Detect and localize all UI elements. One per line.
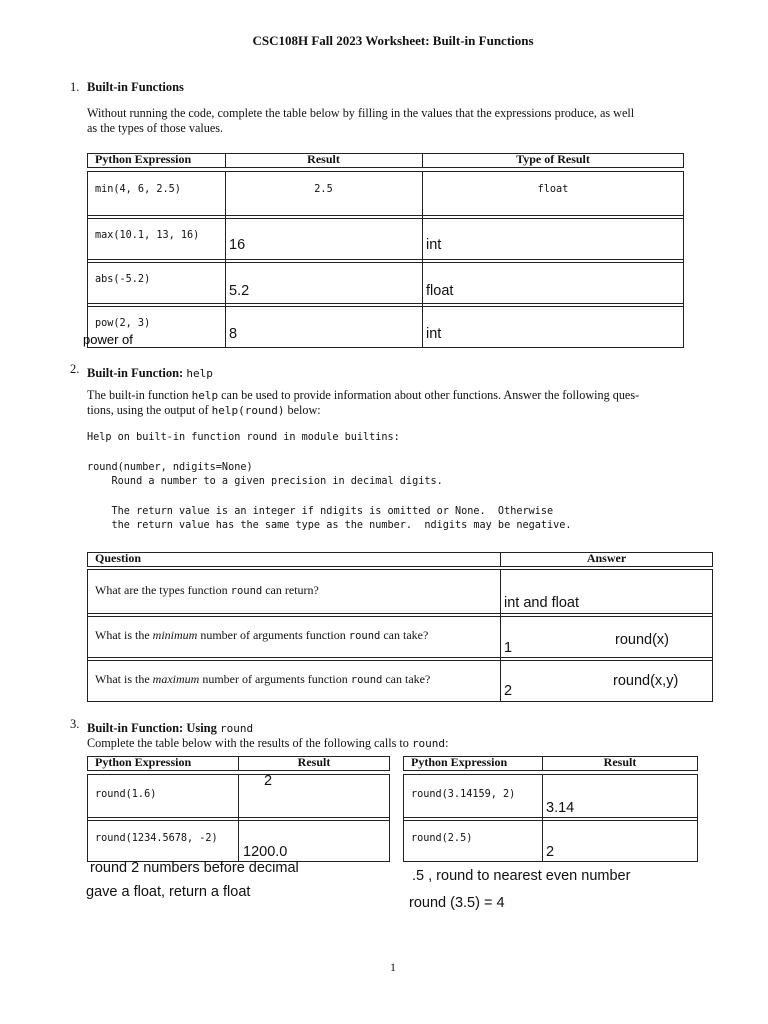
handwritten-note: round (3.5) = 4: [409, 895, 505, 911]
section-2-instructions-line1: The built-in function help can be used to provide information about other functions. Answer the following ques-: [87, 388, 640, 402]
section-1-instructions-line2: as the types of those values.: [87, 121, 224, 135]
handwritten-answer: 3.14: [546, 800, 575, 816]
table-3-header-expression: Python Expression: [95, 755, 192, 769]
table-3-header-result: Result: [297, 755, 331, 769]
table-3-header-result-right: Result: [603, 755, 637, 769]
section-1-instructions-line1: Without running the code, complete the table below by filling in the values that the expressions produce, as well: [87, 106, 635, 120]
handwritten-answer: 8: [229, 326, 238, 342]
help-output-line: The return value is an integer if ndigits is omitted or None. Otherwise: [87, 506, 554, 517]
handwritten-answer: 1200.0: [243, 844, 288, 860]
handwritten-note: gave a float, return a float: [86, 884, 251, 900]
handwritten-note: round(x): [615, 632, 669, 648]
question-maximum-args: What is the maximum number of arguments function round can take?: [95, 672, 431, 686]
table-row: abs(-5.2): [95, 274, 151, 285]
handwritten-answer: 2: [504, 683, 513, 699]
section-1-heading: Built-in Functions: [87, 80, 184, 94]
section-2-heading: Built-in Function: help: [87, 366, 213, 380]
question-return-types: What are the types function round can return?: [95, 583, 319, 597]
table-row: pow(2, 3): [95, 318, 151, 329]
table-row: round(3.14159, 2): [411, 789, 516, 800]
page-number: 1: [390, 960, 396, 974]
table-3-header-expression-right: Python Expression: [411, 755, 508, 769]
section-3-number: 3.: [70, 717, 80, 731]
table-row: round(1.6): [95, 789, 157, 800]
table-row: max(10.1, 13, 16): [95, 230, 200, 241]
help-output-line: round(number, ndigits=None): [87, 462, 253, 473]
table-1-type-cell: float: [537, 184, 569, 195]
section-2-number: 2.: [70, 362, 80, 376]
handwritten-answer: 2: [264, 773, 273, 789]
handwritten-answer: 2: [546, 844, 555, 860]
help-output-line: Help on built-in function round in module builtins:: [87, 432, 400, 443]
question-minimum-args: What is the minimum number of arguments function round can take?: [95, 628, 429, 642]
handwritten-answer: 16: [229, 237, 246, 253]
handwritten-answer: 1: [504, 640, 513, 656]
handwritten-answer: float: [426, 283, 454, 299]
page-title: CSC108H Fall 2023 Worksheet: Built-in Functions: [252, 33, 534, 48]
section-3-instructions: Complete the table below with the results of the following calls to round:: [87, 736, 449, 750]
table-1-header-expression: Python Expression: [95, 152, 192, 166]
table-row: min(4, 6, 2.5): [95, 184, 181, 195]
handwritten-answer: int and float: [504, 595, 579, 611]
handwritten-note: round 2 numbers before decimal: [90, 860, 299, 876]
handwritten-answer: 5.2: [229, 283, 250, 299]
table-1-header-result: Result: [307, 152, 340, 166]
table-1-result-cell: 2.5: [314, 184, 333, 195]
table-1-header-type: Type of Result: [516, 152, 590, 166]
handwritten-note: .5 , round to nearest even number: [412, 868, 631, 884]
handwritten-note: power of: [83, 332, 133, 347]
help-output-line: Round a number to a given precision in decimal digits.: [87, 476, 443, 487]
section-2-instructions-line2: tions, using the output of help(round) below:: [87, 403, 321, 417]
handwritten-answer: int: [426, 326, 442, 342]
table-row: round(2.5): [411, 833, 473, 844]
section-3-heading: Built-in Function: Using round: [87, 721, 254, 735]
table-2-header-answer: Answer: [586, 551, 627, 565]
table-row: round(1234.5678, -2): [95, 833, 218, 844]
section-1-number: 1.: [70, 80, 80, 94]
handwritten-note: round(x,y): [613, 673, 679, 689]
help-output-line: the return value has the same type as the number. ndigits may be negative.: [87, 520, 572, 531]
handwritten-answer: int: [426, 237, 442, 253]
table-2-header-question: Question: [95, 551, 142, 565]
